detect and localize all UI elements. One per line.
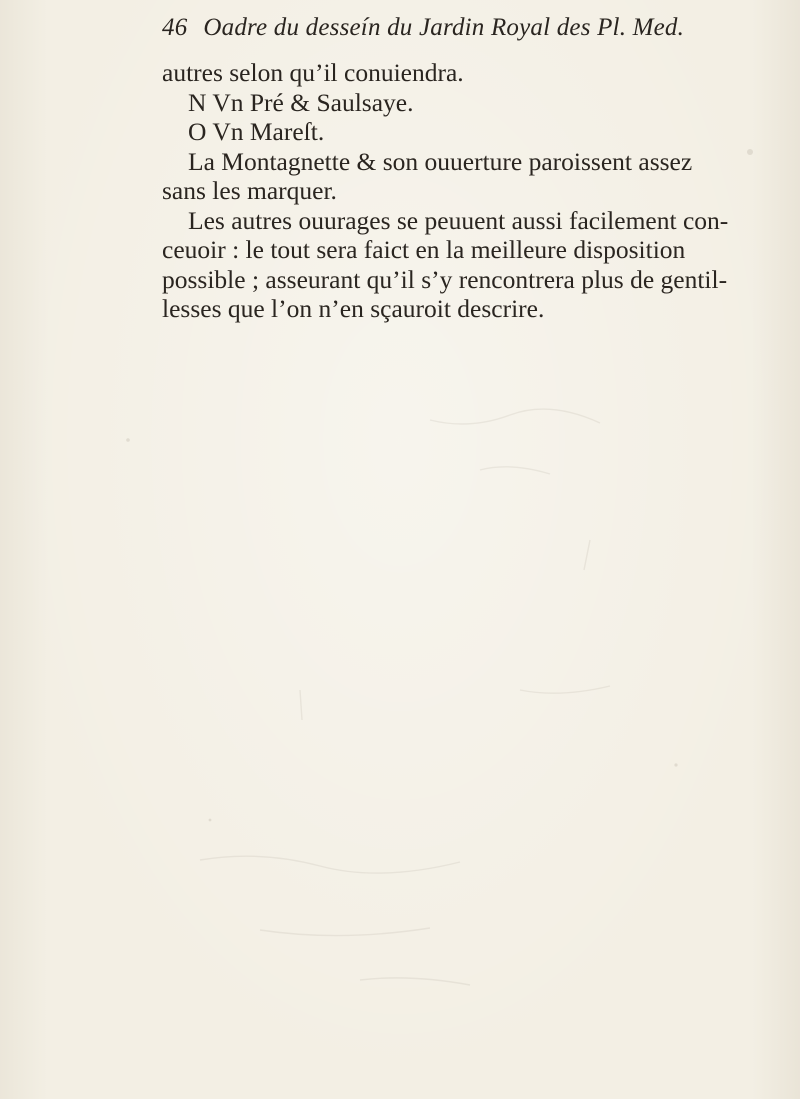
body-text — [162, 58, 772, 324]
text-line: ceuoir : le tout sera faict en la meilleure disposition — [162, 235, 686, 264]
page-number: 46 — [162, 14, 188, 41]
text-line: possible ; asseurant qu’il s’y rencontrera plus de gentil- — [162, 264, 728, 294]
running-head — [162, 14, 684, 42]
text-line: N Vn Pré & Saulsaye. — [188, 87, 414, 117]
text-line: Les autres ouurages se peuuent aussi facilement con- — [188, 205, 729, 235]
text-line: autres selon qu’il conuiendra. — [162, 58, 464, 87]
text-line: La Montagnette & son ouuerture paroissent assez — [188, 146, 693, 176]
text-line: O Vn Mareſt. — [188, 117, 325, 146]
text-line: lesses que l’on n’en sçauroit descrire. — [162, 294, 545, 323]
text-line: sans les marquer. — [162, 176, 337, 205]
running-title: Oadre du desseín du Jardin Royal des Pl. Med. — [203, 14, 685, 41]
